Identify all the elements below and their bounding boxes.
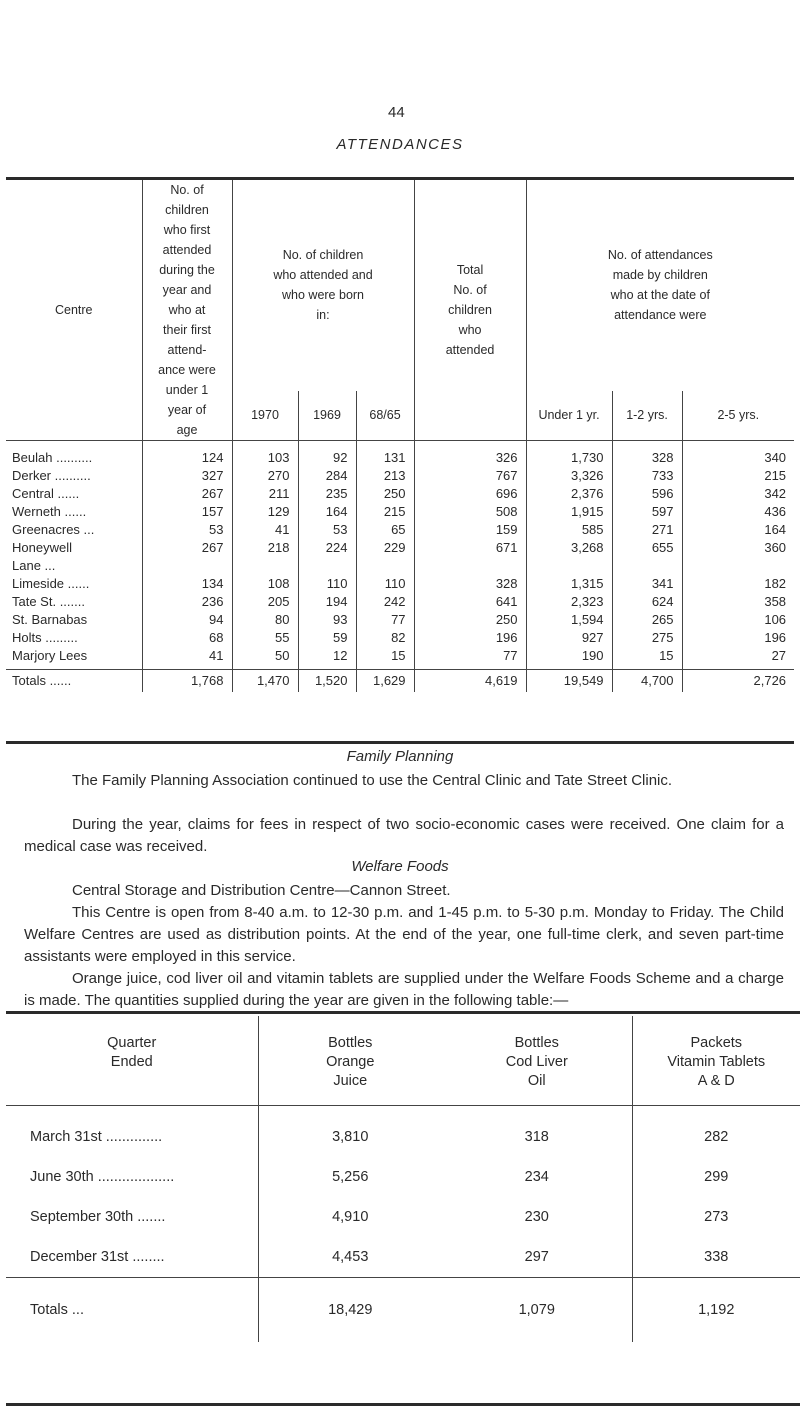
cell-cod: 318 — [524, 1129, 549, 1145]
table-row — [6, 539, 794, 557]
cell-y25: 358 — [682, 593, 794, 611]
cell-y6865: 77 — [356, 611, 414, 629]
cell-y12: 597 — [612, 503, 682, 521]
cell-centre: Werneth ...... — [12, 504, 87, 519]
cell-quarter: March 31st .............. — [30, 1129, 163, 1145]
cell-under1: 927 — [526, 629, 612, 647]
cell-y12: 341 — [612, 575, 682, 593]
cell-cod: 230 — [524, 1209, 549, 1225]
cell-under1: 1,915 — [526, 503, 612, 521]
family-planning-heading: Family Planning — [346, 748, 454, 765]
cell-first: 94 — [142, 611, 232, 629]
totals-row — [6, 670, 794, 693]
cell-y6865: 82 — [356, 629, 414, 647]
cell-y6865: 1,629 — [356, 670, 414, 693]
cell-total: 696 — [414, 485, 526, 503]
cell-y1969: 224 — [298, 539, 356, 557]
cell-under1: 585 — [526, 521, 612, 539]
cell-centre: Holts ......... — [12, 630, 78, 645]
cell-centre: St. Barnabas — [12, 612, 88, 627]
table-row — [6, 647, 794, 670]
cell-y25: 106 — [682, 611, 794, 629]
header-first-attended: No. of children who first attended during the year and who at their first attend- ance were under 1 year of age — [142, 180, 232, 441]
cell-y12: 4,700 — [612, 670, 682, 693]
header-attendances: No. of attendances made by children who at the date of attendance were — [526, 180, 794, 391]
cell-y6865: 15 — [356, 647, 414, 670]
cell-y25: 436 — [682, 503, 794, 521]
table-row — [6, 629, 794, 647]
cell-under1: 3,326 — [526, 467, 612, 485]
welfare-row — [6, 1237, 800, 1278]
cell-y25: 164 — [682, 521, 794, 539]
cell-total: 641 — [414, 593, 526, 611]
cell-y25: 342 — [682, 485, 794, 503]
cell-y1970: 129 — [232, 503, 298, 521]
cell-y1969: 53 — [298, 521, 356, 539]
welfare-foods-table — [6, 1016, 800, 1342]
cell-total: 196 — [414, 629, 526, 647]
cell-first: 68 — [142, 629, 232, 647]
cell-y12: 624 — [612, 593, 682, 611]
header-attended-born: No. of children who attended and who were born in: — [232, 180, 414, 391]
page-title: ATTENDANCES — [336, 136, 464, 153]
attendances-table — [6, 180, 794, 692]
cell-centre: Tate St. ....... — [12, 594, 85, 609]
cell-y6865: 250 — [356, 485, 414, 503]
cell-first: 134 — [142, 575, 232, 593]
table-row — [6, 575, 794, 593]
cell-centre: Limeside ...... — [12, 576, 90, 591]
cell-total: 508 — [414, 503, 526, 521]
cell-y25 — [682, 557, 794, 575]
cell-y1970: 108 — [232, 575, 298, 593]
cell-first: 267 — [142, 539, 232, 557]
cell-y12: 655 — [612, 539, 682, 557]
table-row — [6, 557, 794, 575]
cell-total: 671 — [414, 539, 526, 557]
cell-total — [414, 557, 526, 575]
cell-y1969: 93 — [298, 611, 356, 629]
cell-centre: Central ...... — [12, 486, 80, 501]
header-cod-liver-oil: Bottles Cod Liver Oil — [442, 1016, 632, 1106]
cell-under1: 1,315 — [526, 575, 612, 593]
header-total-attended: Total No. of children who attended — [414, 180, 526, 441]
cell-y1969: 92 — [298, 441, 356, 468]
welfare-row — [6, 1197, 800, 1237]
cell-y6865: 65 — [356, 521, 414, 539]
cell-centre: Lane ... — [12, 558, 56, 573]
welfare-foods-para-1: Central Storage and Distribution Centre—Cannon Street. — [72, 882, 451, 899]
cell-centre: Beulah .......... — [12, 450, 93, 465]
cell-y1970: 55 — [232, 629, 298, 647]
cell-cod: 234 — [524, 1169, 549, 1185]
welfare-row — [6, 1157, 800, 1197]
welfare-table-bottom-rule — [6, 1403, 800, 1406]
cell-y25: 340 — [682, 441, 794, 468]
page-number: 44 — [388, 104, 405, 121]
cell-y25: 196 — [682, 629, 794, 647]
cell-under1: 2,323 — [526, 593, 612, 611]
welfare-totals-row — [6, 1278, 800, 1343]
header-age-under-1: Under 1 yr. — [526, 391, 612, 441]
family-planning-para-1: The Family Planning Association continued to use the Central Clinic and Tate Street Clinic. — [72, 772, 673, 789]
header-year-1970: 1970 — [232, 391, 298, 441]
cell-vitamin: 273 — [632, 1197, 800, 1237]
cell-centre: Derker .......... — [12, 468, 91, 483]
cell-orange: 4,453 — [258, 1237, 442, 1278]
cell-total: 328 — [414, 575, 526, 593]
cell-vitamin: 1,192 — [632, 1278, 800, 1343]
cell-y25: 182 — [682, 575, 794, 593]
cell-total: 767 — [414, 467, 526, 485]
header-age-1-2: 1-2 yrs. — [612, 391, 682, 441]
cell-y12: 275 — [612, 629, 682, 647]
cell-y1969: 194 — [298, 593, 356, 611]
cell-y6865: 131 — [356, 441, 414, 468]
cell-first — [142, 557, 232, 575]
header-quarter-ended: Quarter Ended — [6, 1016, 258, 1106]
cell-y12: 328 — [612, 441, 682, 468]
cell-centre: Greenacres ... — [12, 522, 95, 537]
cell-quarter: Totals ... — [6, 1278, 258, 1343]
cell-y1970 — [232, 557, 298, 575]
cell-y1969: 164 — [298, 503, 356, 521]
cell-under1: 19,549 — [526, 670, 612, 693]
cell-y1969 — [298, 557, 356, 575]
cell-y12: 596 — [612, 485, 682, 503]
welfare-body — [6, 1106, 800, 1343]
cell-y6865: 242 — [356, 593, 414, 611]
welfare-foods-heading: Welfare Foods — [351, 858, 449, 875]
cell-y1969: 110 — [298, 575, 356, 593]
cell-y25: 2,726 — [682, 670, 794, 693]
cell-quarter: December 31st ........ — [30, 1249, 165, 1265]
cell-y1970: 205 — [232, 593, 298, 611]
cell-quarter: June 30th ................... — [30, 1169, 175, 1185]
cell-cod: 297 — [524, 1249, 549, 1265]
table-row — [6, 485, 794, 503]
header-year-1969: 1969 — [298, 391, 356, 441]
cell-y6865: 213 — [356, 467, 414, 485]
header-orange-juice: Bottles Orange Juice — [258, 1016, 442, 1106]
cell-y6865: 110 — [356, 575, 414, 593]
cell-y6865: 229 — [356, 539, 414, 557]
cell-y1969: 1,520 — [298, 670, 356, 693]
cell-first: 1,768 — [142, 670, 232, 693]
cell-centre: Totals ...... — [6, 670, 142, 693]
family-planning-para-2: During the year, claims for fees in respect of two socio-economic cases were received. One claim for a medical case was received. — [24, 816, 784, 855]
cell-first: 41 — [142, 647, 232, 670]
table-row — [6, 441, 794, 468]
welfare-foods-para-2: This Centre is open from 8-40 a.m. to 12-30 p.m. and 1-45 p.m. to 5-30 p.m. Monday to Friday. The Child Welfare Centres are used as distribution points. At the end of the year, one full-time clerk, and seven part-time assistants were employed in this service. — [24, 904, 784, 965]
cell-y25: 27 — [682, 647, 794, 670]
cell-y1970: 50 — [232, 647, 298, 670]
cell-vitamin: 299 — [632, 1157, 800, 1197]
attendances-body — [6, 441, 794, 693]
cell-y1970: 41 — [232, 521, 298, 539]
cell-first: 267 — [142, 485, 232, 503]
cell-y1969: 284 — [298, 467, 356, 485]
table-row — [6, 467, 794, 485]
cell-under1: 3,268 — [526, 539, 612, 557]
cell-y25: 215 — [682, 467, 794, 485]
cell-under1: 2,376 — [526, 485, 612, 503]
table-bottom-rule — [6, 741, 794, 744]
cell-centre: Marjory Lees — [12, 648, 88, 663]
cell-quarter: September 30th ....... — [30, 1209, 166, 1225]
cell-vitamin: 338 — [632, 1237, 800, 1278]
cell-under1 — [526, 557, 612, 575]
cell-y6865: 215 — [356, 503, 414, 521]
cell-y12: 265 — [612, 611, 682, 629]
cell-y12: 733 — [612, 467, 682, 485]
cell-y1970: 270 — [232, 467, 298, 485]
cell-y25: 360 — [682, 539, 794, 557]
cell-y1969: 59 — [298, 629, 356, 647]
cell-y1970: 211 — [232, 485, 298, 503]
cell-centre: Honeywell — [12, 540, 72, 555]
cell-under1: 1,730 — [526, 441, 612, 468]
cell-cod: 1,079 — [442, 1278, 632, 1343]
cell-total: 250 — [414, 611, 526, 629]
cell-y12: 271 — [612, 521, 682, 539]
welfare-row — [6, 1106, 800, 1158]
cell-orange: 4,910 — [258, 1197, 442, 1237]
cell-y12 — [612, 557, 682, 575]
table-row — [6, 611, 794, 629]
cell-y1970: 218 — [232, 539, 298, 557]
cell-first: 53 — [142, 521, 232, 539]
table-row — [6, 503, 794, 521]
cell-vitamin: 282 — [632, 1106, 800, 1158]
cell-total: 77 — [414, 647, 526, 670]
table-row — [6, 521, 794, 539]
table-row — [6, 593, 794, 611]
cell-total: 326 — [414, 441, 526, 468]
cell-y1970: 80 — [232, 611, 298, 629]
cell-first: 124 — [142, 441, 232, 468]
cell-y6865 — [356, 557, 414, 575]
cell-y1969: 235 — [298, 485, 356, 503]
header-age-2-5: 2-5 yrs. — [682, 391, 794, 441]
cell-orange: 18,429 — [258, 1278, 442, 1343]
cell-total: 159 — [414, 521, 526, 539]
cell-y1969: 12 — [298, 647, 356, 670]
header-centre: Centre — [6, 180, 142, 441]
cell-y12: 15 — [612, 647, 682, 670]
cell-first: 327 — [142, 467, 232, 485]
header-year-6865: 68/65 — [356, 391, 414, 441]
header-vitamin-tablets: Packets Vitamin Tablets A & D — [632, 1016, 800, 1106]
cell-first: 157 — [142, 503, 232, 521]
cell-y1970: 1,470 — [232, 670, 298, 693]
welfare-foods-para-3: Orange juice, cod liver oil and vitamin tablets are supplied under the Welfare Foods Scheme and a charge is made. The quantities supplied during the year are given in the following table:— — [24, 970, 784, 1009]
cell-total: 4,619 — [414, 670, 526, 693]
welfare-table-top-rule — [6, 1011, 800, 1014]
cell-under1: 190 — [526, 647, 612, 670]
cell-y1970: 103 — [232, 441, 298, 468]
cell-first: 236 — [142, 593, 232, 611]
cell-orange: 5,256 — [258, 1157, 442, 1197]
cell-orange: 3,810 — [258, 1106, 442, 1158]
cell-under1: 1,594 — [526, 611, 612, 629]
